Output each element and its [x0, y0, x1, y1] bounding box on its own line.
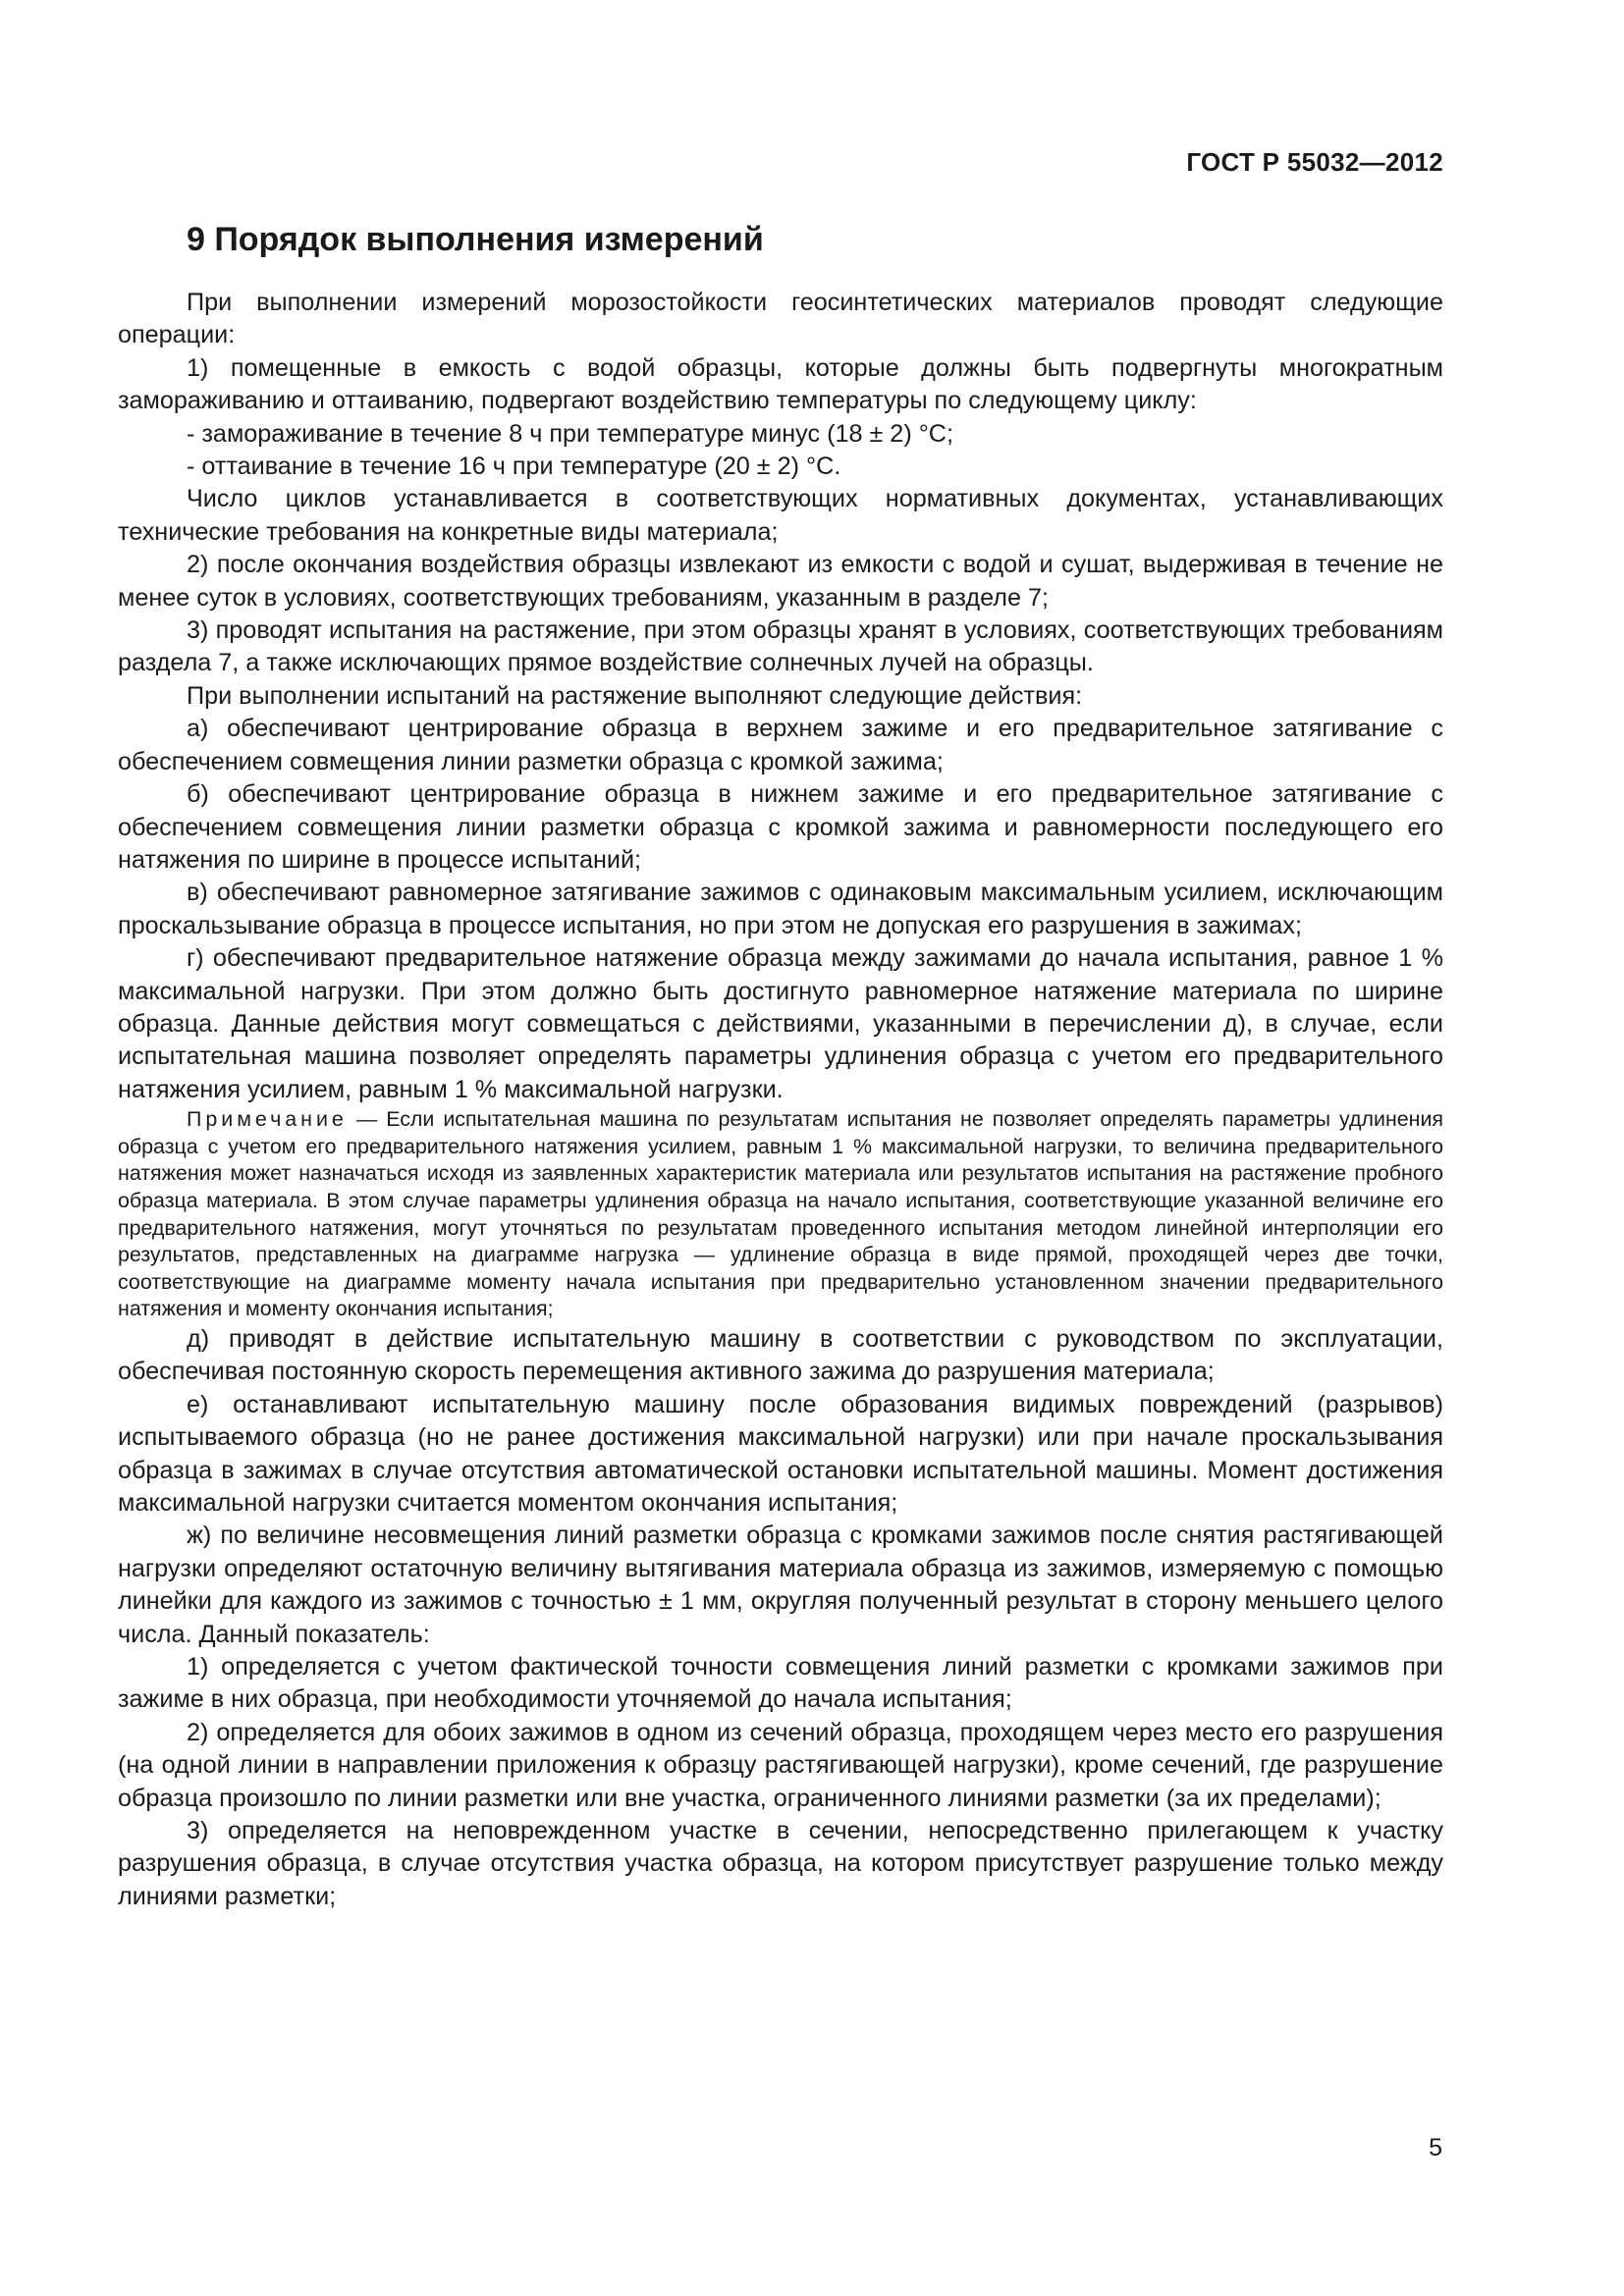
note — [118, 1106, 1443, 1323]
paragraph: д) приводят в действие испытательную машину в соответствии с руководством по эксплуатации, обеспечивая постоянную скорость перемещения активного зажима до разрушения материала; — [118, 1324, 1443, 1386]
document-header-standard-id: ГОСТ Р 55032—2012 — [1186, 147, 1443, 177]
paragraph: При выполнении испытаний на растяжение выполняют следующие действия: — [187, 681, 1083, 710]
paragraph: 2) определяется для обоих зажимов в одном из сечений образца, проходящем через место его разрушения (на одной линии в направлении приложения к образцу растягивающей нагрузки), кроме сечений, где разрушение образца произошло по линии разметки или вне участка, ограниченного линиями разметки (за их пределами); — [118, 1718, 1443, 1812]
page-number: 5 — [1429, 2134, 1442, 2162]
paragraph: 1) определяется с учетом фактической точности совмещения линий разметки с кромками зажимов при зажиме в них образца, при необходимости уточняемой до начала испытания; — [118, 1652, 1443, 1714]
paragraph: - замораживание в течение 8 ч при температуре минус (18 ± 2) °С; — [187, 419, 953, 448]
paragraph: 1) помещенные в емкость с водой образцы, которые должны быть подвергнуты многократным замораживанию и оттаиванию, подвергают воздействию температуры по следующему циклу: — [118, 353, 1443, 415]
paragraph: Число циклов устанавливается в соответствующих нормативных документах, устанавливающих технические требования на конкретные виды материала; — [118, 485, 1443, 546]
paragraph: в) обеспечивают равномерное затягивание зажимов с одинаковым максимальным усилием, исключающим проскальзывание образца в процессе испытания, но при этом не допуская его разрушения в зажимах; — [118, 879, 1443, 939]
paragraph: - оттаивание в течение 16 ч при температуре (20 ± 2) °С. — [187, 453, 841, 481]
paragraph: 3) проводят испытания на растяжение, при этом образцы хранят в условиях, соответствующих требованиям раздела 7, а также исключающих прямое воздействие солнечных лучей на образцы. — [118, 616, 1443, 677]
section-title: 9 Порядок выполнения измерений — [187, 221, 764, 258]
note-label: Примечание — [187, 1107, 348, 1132]
paragraph: б) обеспечивают центрирование образца в нижнем зажиме и его предварительное затягивание с обеспечением совмещения линии разметки образца с кромкой зажима и равномерности последующего его натяжения по ширине в процессе испытаний; — [118, 780, 1443, 874]
note-text: — Если испытательная машина по результатам испытания не позволяет определять параметры удлинения образца с учетом его предварительного натяжения усилием, равным 1 % максимальной нагрузки, то величина предварительного натяжения может назначаться исходя из заявленных характеристик материала или результатов испытания на растяжение пробного образца материала. В этом случае параметры удлинения образца на начало испытания, соответствующие указанной величине его предварительного натяжения, могут уточняться по результатам проведенного испытания методом линейной интерполяции его результатов, представленных на диаграмме нагрузка — удлинение образца в виде прямой, проходящей через две точки, соответствующие на диаграмме моменту начала испытания при предварительно установленном значении предварительного натяжения и моменту окончания испытания; — [118, 1107, 1443, 1321]
paragraph: 3) определяется на неповрежденном участке в сечении, непосредственно прилегающем к участку разрушения образца, в случае отсутствия участка образца, на котором присутствует разрушение только между линиями разметки; — [118, 1817, 1443, 1910]
paragraph: е) останавливают испытательную машину после образования видимых повреждений (разрывов) испытываемого образца (но не ранее достижения максимальной нагрузки) или при начале проскальзывания образца в зажимах в случае отсутствия автоматической остановки испытательной машины. Момент достижения максимальной нагрузки считается моментом окончания испытания; — [118, 1390, 1443, 1517]
paragraph: При выполнении измерений морозостойкости геосинтетических материалов проводят следующие операции: — [118, 289, 1443, 349]
paragraph: ж) по величине несовмещения линий разметки образца с кромками зажимов после снятия растягивающей нагрузки определяют остаточную величину вытягивания материала образца из зажимов, измеряемую с помощью линейки для каждого из зажимов с точностью ± 1 мм, округляя полученный результат в сторону меньшего целого числа. Данный показатель: — [118, 1522, 1443, 1648]
paragraph: г) обеспечивают предварительное натяжение образца между зажимами до начала испытания, равное 1 % максимальной нагрузки. При этом должно быть достигнуто равномерное натяжение материала по ширине образца. Данные действия могут совмещаться с действиями, указанными в перечислении д), в случае, если испытательная машина позволяет определять параметры удлинения образца с учетом его предварительного натяжения усилием, равным 1 % максимальной нагрузки. — [118, 944, 1443, 1103]
paragraph: а) обеспечивают центрирование образца в верхнем зажиме и его предварительное затягивание с обеспечением совмещения линии разметки образца с кромкой зажима; — [118, 715, 1443, 775]
paragraph: 2) после окончания воздействия образцы извлекают из емкости с водой и сушат, выдерживая в течение не менее суток в условиях, соответствующих требованиям, указанным в разделе 7; — [118, 551, 1443, 612]
body-text — [118, 287, 1443, 1913]
